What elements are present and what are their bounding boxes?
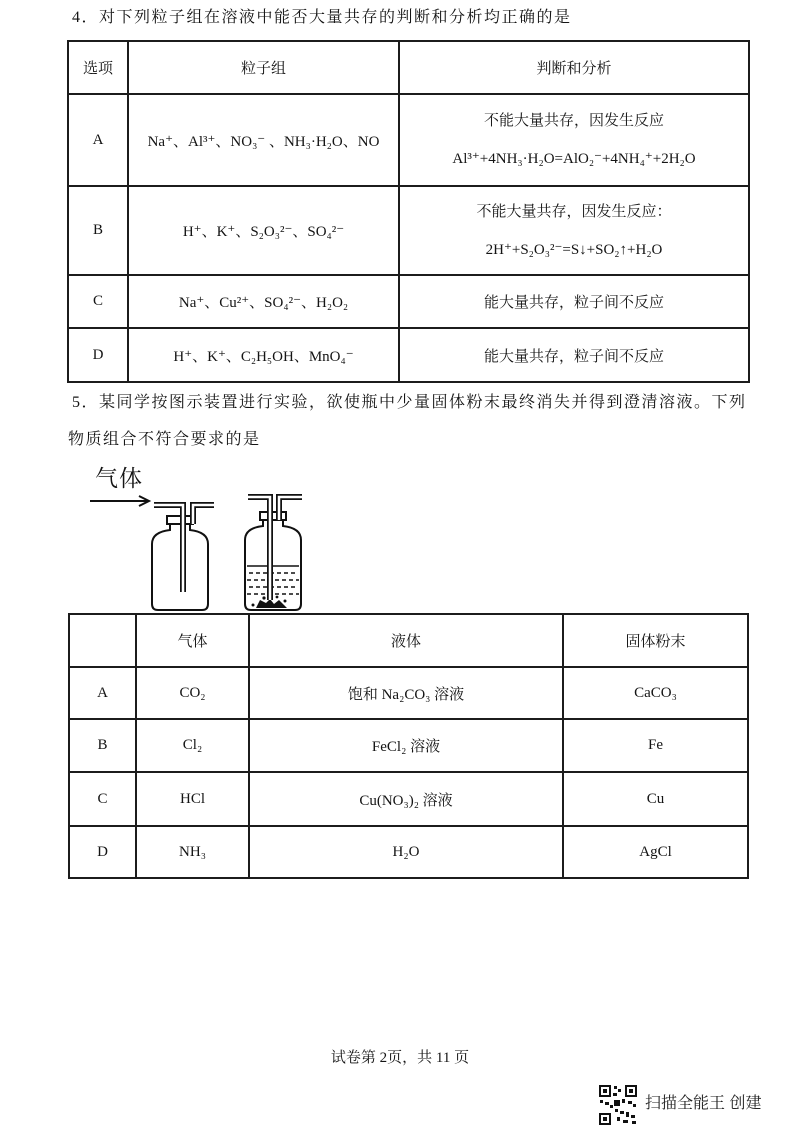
particles-cell: H⁺、K⁺、S₂O₃²⁻、SO₄²⁻ (128, 186, 399, 275)
particles-cell: H⁺、K⁺、C₂H₅OH、MnO₄⁻ (128, 328, 399, 382)
option-cell: D (68, 328, 128, 382)
analysis-line: 不能大量共存，因发生反应： (476, 203, 672, 220)
question-5-stem-line: 物质组合不符合要求的是 (68, 431, 261, 448)
solid-powder-cell: Fe (563, 719, 748, 772)
question-5-stem-line: 5．某同学按图示装置进行实验，欲使瓶中少量固体粉末最终消失并得到澄清溶液。下列 (72, 394, 747, 411)
header-option: 选项 (68, 41, 128, 94)
table-row (69, 719, 748, 772)
watermark-text: 扫描全能王 创建 (645, 1095, 762, 1112)
analysis-line: 不能大量共存，因发生反应 (483, 113, 664, 129)
table-header-row (68, 41, 749, 94)
gas-cell: HCl (136, 772, 249, 826)
option-cell: C (68, 275, 128, 328)
solid-powder-cell: AgCl (563, 826, 748, 878)
solid-powder-cell: Cu (563, 772, 748, 826)
gas-washing-bottle-2 (245, 497, 302, 610)
option-cell: C (69, 772, 136, 826)
option-cell: B (69, 719, 136, 772)
header-liquid: 液体 (249, 614, 563, 667)
analysis-cell: 能大量共存，粒子间不反应 (399, 328, 749, 382)
table-row (69, 667, 748, 719)
option-cell: B (68, 186, 128, 275)
table-row (68, 275, 749, 328)
analysis-equation: 2H⁺+S₂O₃²⁻=S↓+SO₂↑+H₂O (485, 241, 663, 258)
analysis-cell (399, 94, 749, 186)
header-gas: 气体 (136, 614, 249, 667)
liquid-cell: Cu(NO₃)₂ 溶液 (249, 772, 563, 826)
particles-cell: Na⁺、Al³⁺、NO₃⁻ 、NH₃·H₂O、NO (128, 94, 399, 186)
header-option (69, 614, 136, 667)
header-solid-powder: 固体粉末 (563, 614, 748, 667)
gas-washing-bottle-1 (152, 505, 214, 610)
outlet-tube (193, 505, 214, 524)
analysis-equation: Al³⁺+4NH₃·H₂O=AlO₂⁻+4NH₄⁺+2H₂O (452, 151, 696, 167)
table-row (68, 186, 749, 275)
option-cell: A (68, 94, 128, 186)
table-row (68, 328, 749, 382)
page-number: 试卷第 2页，共 11 页 (330, 1050, 470, 1066)
header-analysis: 判断和分析 (399, 41, 749, 94)
table-row (68, 94, 749, 186)
liquid-cell: H₂O (249, 826, 563, 878)
table-row (69, 826, 748, 878)
option-cell: A (69, 667, 136, 719)
apparatus-diagram (80, 460, 320, 612)
question-4-stem: 4．对下列粒子组在溶液中能否大量共存的判断和分析均正确的是 (72, 9, 572, 26)
scanner-watermark (598, 1084, 788, 1128)
gas-cell: Cl₂ (136, 719, 249, 772)
gas-flow-arrow (90, 496, 149, 506)
option-cell: D (69, 826, 136, 878)
qr-code-icon (598, 1084, 638, 1126)
particles-cell: Na⁺、Cu²⁺、SO₄²⁻、H₂O₂ (128, 275, 399, 328)
gas-cell: CO₂ (136, 667, 249, 719)
table-header-row (69, 614, 748, 667)
header-particles: 粒子组 (128, 41, 399, 94)
solid-powder-cell: CaCO₃ (563, 667, 748, 719)
compatibility-table (67, 40, 750, 383)
gas-label: 气体 (95, 466, 143, 491)
analysis-cell (399, 186, 749, 275)
gas-cell: NH₃ (136, 826, 249, 878)
analysis-cell: 能大量共存，粒子间不反应 (399, 275, 749, 328)
liquid-cell: FeCl₂ 溶液 (249, 719, 563, 772)
table-row (69, 772, 748, 826)
substances-table (68, 613, 749, 879)
liquid-cell: 饱和 Na₂CO₃ 溶液 (249, 667, 563, 719)
